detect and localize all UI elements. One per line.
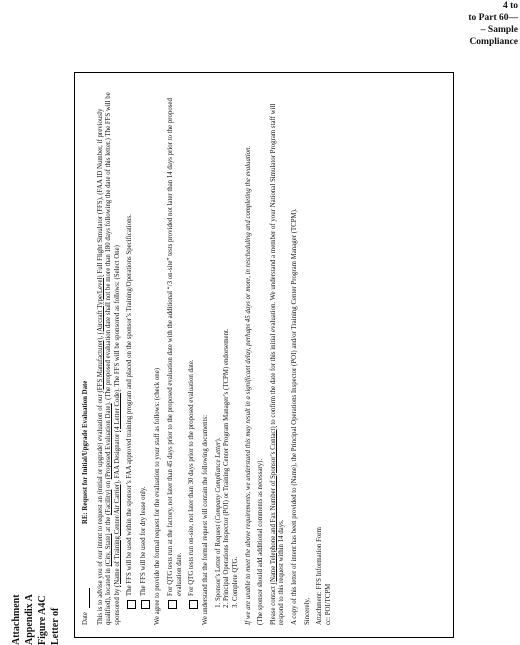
date-blank	[89, 588, 90, 608]
list-item	[223, 83, 232, 601]
fill-in-field: (FFS Manufacturer)	[96, 337, 104, 393]
text-run: Complete QTG.	[231, 556, 239, 601]
agree-paragraph: We agree to provide the formal request for the evaluation to your staff as follows: (check one)	[154, 367, 162, 625]
text-run: Please contact	[269, 584, 277, 625]
list-item	[232, 83, 241, 601]
sample-letter	[80, 77, 448, 633]
checkbox-label: The FFS will be used within the sponsor’s FAA approved training program and placed on the sponsor’s Training/Operations Specifications.	[126, 214, 134, 596]
text-run: This is to advise you of our intent to request an (initial or upgrade) evaluation of our	[96, 392, 104, 625]
checkbox-label: For QTG tests run at the factory, not later than 45 days prior to the proposed evaluation date with the additional “/3 on-site” tests provided not later than 14 days prior to the proposed evaluation date.	[166, 98, 183, 596]
top-right-heading	[456, 0, 518, 48]
side-header-line: Appendix A	[24, 594, 35, 645]
attachment-line: Attachment: FFS Information Form	[316, 527, 324, 625]
side-header-line: Attachment	[11, 594, 22, 645]
text-run: ,	[96, 334, 104, 338]
text-run: to confirm the date for this initial evaluation. We understand a member of your National Simulator Program staff will respond to this request within 14 days.	[269, 103, 286, 625]
text-run: Full Flight Simulator (FFS), (FAA ID Number, if previously qualified), located in	[96, 108, 113, 625]
copy-paragraph: A copy of this letter of intent has been provided to (Name), the Principal Operations Inspector (POI) and/or Training Center Program Manager (TCPM).	[290, 208, 298, 625]
text-run: on	[105, 479, 113, 490]
text-run: Principal Operations Inspector (POI) or Training Center Program Manager’s (TCPM) endorsement.	[223, 328, 231, 601]
intro-paragraph	[97, 83, 123, 625]
fill-in-field: (Facility)	[105, 489, 113, 516]
cc-line: cc: POI/TCPM	[324, 583, 332, 625]
checkbox-square[interactable]	[189, 600, 198, 609]
checkbox-square[interactable]	[168, 600, 177, 609]
list-item	[215, 83, 224, 601]
fill-in-field: (Name Telephone and Fax Number of Sponsor’s Contact)	[269, 426, 277, 585]
top-right-line: 4 to	[502, 1, 518, 11]
checkbox-square[interactable]	[141, 600, 150, 609]
checkbox-option[interactable]	[167, 83, 184, 609]
fill-in-field: (Aircraft Type/Level)	[96, 275, 104, 335]
checkbox-option[interactable]	[188, 83, 198, 609]
checkbox-square[interactable]	[127, 600, 136, 609]
fill-in-field: (Name of Training Center/Air Carrier)	[113, 481, 121, 587]
text-run: at the	[105, 515, 113, 534]
letter-frame	[74, 72, 454, 638]
closing: Sincerely,	[303, 597, 311, 625]
documents-list	[215, 83, 241, 611]
fill-in-field: (Proposed Evaluation Date)	[105, 403, 113, 480]
contact-paragraph	[270, 83, 287, 625]
top-right-line: Compliance	[469, 37, 518, 47]
date-label: Date	[82, 612, 89, 625]
italic-text: Company Compliance Letter	[214, 441, 222, 521]
checkbox-option[interactable]	[140, 83, 150, 609]
fill-in-field: (City, State)	[105, 533, 113, 567]
delay-paragraph: If we are unable to meet the above requirements, we understand this may result in a significant delay, perhaps 45 days or more, in rescheduling and completing the evaluation.	[244, 145, 252, 625]
top-right-line: – Sample	[480, 25, 518, 35]
date-line	[82, 83, 91, 625]
text-run: . (The proposed evaluation date shall not be more than 180 days following the date of this letter.) The FFS will be sponsored by	[105, 92, 121, 625]
side-header-text	[3, 475, 69, 645]
text-run: , FAA Designator	[113, 431, 121, 482]
re-line: RE: Request for Initial/Upgrade Evaluation Date	[82, 380, 89, 525]
fill-in-field: (4 Letter Code)	[113, 389, 121, 432]
understand-paragraph: We understand that the formal request will contain the following documents:	[202, 414, 210, 625]
top-right-line: to Part 60—	[468, 13, 518, 23]
checkbox-label: For QTG tests run on-site, not later than 30 days prior to the proposed evaluation date.	[188, 359, 196, 596]
checkbox-label: The FFS will be used for dry lease only.	[140, 486, 148, 596]
text-run: . The FFS will be sponsored as follows: (Select One)	[113, 245, 121, 390]
side-header-line: Letter of	[50, 607, 61, 645]
text-run: Sponsor’s Letter of Request (	[214, 520, 222, 601]
side-header-line: Figure A4C	[37, 595, 48, 645]
checkbox-option[interactable]	[126, 83, 136, 609]
text-run: ).	[214, 437, 222, 442]
comments-paragraph: (The sponsor should add additional comments as necessary).	[257, 458, 265, 625]
side-header	[0, 0, 72, 645]
